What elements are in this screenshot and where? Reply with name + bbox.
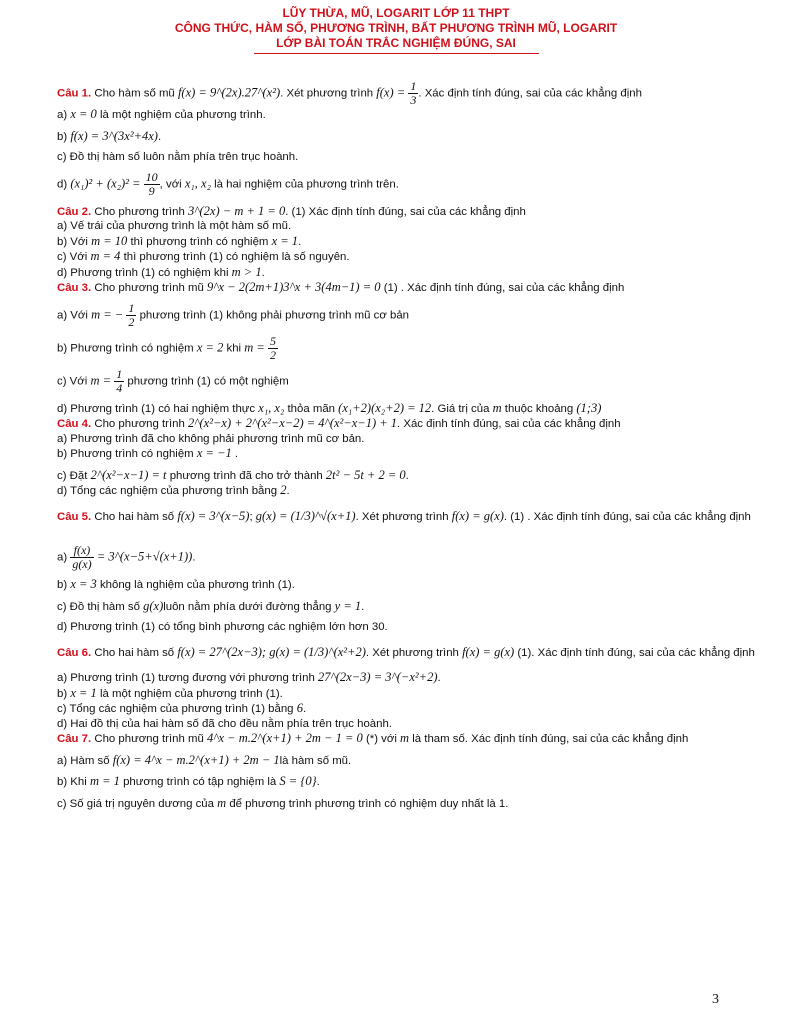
statement-d: d) Phương trình (1) có tổng bình phương các nghiệm lớn hơn 30. bbox=[57, 621, 388, 633]
question-4: Câu 4. Cho phương trình 2^(x²−x) + 2^(x²−x−2) = 4^(x²−x−1) + 1. Xác định tính đúng, sai của các khẳng định a) Phương trình đã cho không phải phương trình mũ cơ bản. b) Phương trình có nghiệm x = −1 . c) Đặt 2^(x²−x−1) = t phương trình đã cho trở thành 2t² − 5t + 2 = 0. d) Tổng các nghiệm của phương trình bằng 2. bbox=[57, 416, 723, 499]
statement-a: a) Với m = − $\frac{1}{2}$ phương trình (1) không phải phương trình mũ cơ bản bbox=[57, 300, 409, 329]
statement-c: c) Đặt 2^(x²−x−1) = t phương trình đã cho trở thành 2t² − 5t + 2 = 0. bbox=[57, 467, 409, 482]
statement-a: a) Phương trình đã cho không phải phương trình mũ cơ bản. bbox=[57, 432, 365, 445]
page-number: 3 bbox=[712, 992, 719, 1007]
fraction: $\frac{1}{2}$ bbox=[128, 300, 135, 329]
statement-b: b) Phương trình có nghiệm x = −1 . bbox=[57, 446, 239, 460]
math-expression: 9^x − 2(2m+1)3^x + 3(4m−1) = 0 bbox=[206, 280, 381, 294]
statement-c: c) Tổng các nghiệm của phương trình (1) bằng 6. bbox=[57, 701, 307, 715]
fraction-numerator: 1 bbox=[410, 79, 417, 93]
question-label: Câu 4. bbox=[57, 418, 92, 430]
statement-d: d) Tổng các nghiệm của phương trình bằng 2. bbox=[57, 483, 290, 497]
math-expression: f(x) = 9^(2x).27^(x²) bbox=[177, 85, 281, 100]
fraction bbox=[408, 80, 418, 107]
statement-b: b) Phương trình có nghiệm x = 2 khi m = $\frac{5}{2}$ bbox=[57, 333, 276, 362]
statement-d: d) (x₁)² + (x₂)² = $\frac{10}{9}$ , với x₁, x₂ là hai nghiệm của phương trình trên. bbox=[57, 169, 399, 198]
question-1 bbox=[57, 80, 723, 198]
question-label: Câu 3. bbox=[57, 282, 92, 294]
math-expression: f(x) = bbox=[376, 85, 406, 100]
question-list bbox=[57, 79, 755, 811]
question-5: Câu 5. Cho hai hàm số f(x) = 3^(x−5); g(x) = (1/3)^√(x+1). Xét phương trình f(x) = g(x). (1) . Xác định tính đúng, sai của các khẳng định a) $\frac{f(x)}{g(x)}$ = 3^(x−5+√(x+1)). b) x = 3 không là nghiệm của phương trình (1). c) Đồ thị hàm số g(x)luôn nằm phía dưới đường thẳng y = 1. d) Phương trình (1) có tổng bình phương các nghiệm lớn hơn 30. bbox=[57, 508, 751, 633]
statement-d: d) Phương trình (1) có hai nghiệm thực x₁, x₂ thỏa mãn (x₁+2)(x₂+2) = 12. Giá trị của m thuộc khoảng (1;3) bbox=[57, 400, 602, 415]
question-text: . Xác định tính đúng, sai của các khẳng định bbox=[418, 87, 642, 100]
statement-b: b) f(x) = 3^(3x²+4x). bbox=[57, 128, 162, 143]
header-title-3: LỚP BÀI TOÁN TRẮC NGHIỆM ĐÚNG, SAI bbox=[276, 36, 516, 50]
math-expression: x = 0 bbox=[70, 107, 97, 121]
math-expression: x₁, x₂ bbox=[184, 176, 211, 191]
question-7: Câu 7. Cho phương trình mũ 4^x − m.2^(x+1) + 2m − 1 = 0 (*) với m là tham số. Xác định tính đúng, sai của các khẳng định a) Hàm số f(x) = 4^x − m.2^(x+1) + 2m − 1là hàm số mũ. b) Khi m = 1 phương trình có tập nghiệm là S = {0}. c) Số giá trị nguyên dương của m để phương trình phương trình có nghiệm duy nhất là 1. bbox=[57, 731, 723, 811]
fraction: $\frac{5}{2}$ bbox=[270, 333, 276, 362]
statement-c: c) Số giá trị nguyên dương của m để phương trình phương trình có nghiệm duy nhất là 1. bbox=[57, 795, 509, 810]
statement-a: a) Phương trình (1) tương đương với phương trình 27^(2x−3) = 3^(−x²+2). bbox=[57, 670, 441, 684]
statement-c: c) Với m = 4 thì phương trình (1) có nghiệm là số nguyên. bbox=[57, 249, 350, 263]
document-header bbox=[0, 6, 792, 54]
header-rule bbox=[254, 53, 539, 54]
statement-b: b) x = 1 là một nghiệm của phương trình (1). bbox=[57, 685, 283, 700]
statement-d: d) Hai đồ thị của hai hàm số đã cho đều nằm phía trên trục hoành. bbox=[57, 717, 392, 730]
statement-d: d) Phương trình (1) có nghiệm khi m > 1. bbox=[57, 264, 265, 279]
statement-b: b) Với m = 10 thì phương trình có nghiệm x = 1. bbox=[57, 233, 302, 248]
math-expression: g(x) = (1/3)^√(x+1) bbox=[255, 508, 356, 523]
math-expression: f(x) = 27^(2x−3); g(x) = (1/3)^(x²+2) bbox=[177, 644, 366, 659]
question-text: Cho hàm số mũ bbox=[94, 87, 175, 100]
statement-a: a) Vế trái của phương trình là một hàm số mũ. bbox=[57, 220, 292, 232]
question-label: Câu 5. bbox=[57, 510, 92, 523]
math-expression: 4^x − m.2^(x+1) + 2m − 1 = 0 bbox=[206, 731, 363, 745]
question-label: Câu 7. bbox=[57, 733, 92, 745]
fraction: $\frac{10}{9}$ bbox=[145, 169, 158, 198]
header-title-1: LŨY THỪA, MŨ, LOGARIT LỚP 11 THPT bbox=[282, 6, 510, 20]
question-3: Câu 3. Cho phương trình mũ 9^x − 2(2m+1)3^x + 3(4m−1) = 0 (1) . Xác định tính đúng, sai của các khẳng định a) Với m = − $\frac{1}{2}$ phương trình (1) không phải phương trình mũ cơ bản b) Phương trình có nghiệm x = 2 khi m = $\frac{5}{2}$ c) Với m = $\frac{1}{4}$ phương trình (1) có một nghiệm d) Phương trình (1) có hai nghiệm thực x₁, x₂ thỏa mãn (x₁+2)(x₂+2) = 12. Giá trị của m thuộc khoảng (1;3) bbox=[57, 280, 723, 416]
statement-b: b) Khi m = 1 phương trình có tập nghiệm là S = {0}. bbox=[57, 774, 320, 788]
math-expression: 3^(2x) − m + 1 = 0 bbox=[187, 203, 286, 218]
statement-a: a) Hàm số f(x) = 4^x − m.2^(x+1) + 2m − 1là hàm số mũ. bbox=[57, 752, 352, 767]
statement-b: b) x = 3 không là nghiệm của phương trình (1). bbox=[57, 577, 295, 591]
question-2: Câu 2. Cho phương trình 3^(2x) − m + 1 = 0. (1) Xác định tính đúng, sai của các khẳng định a) Vế trái của phương trình là một hàm số mũ. b) Với m = 10 thì phương trình có nghiệm x = 1. c) Với m = 4 thì phương trình (1) có nghiệm là số nguyên. d) Phương trình (1) có nghiệm khi m > 1. bbox=[57, 204, 723, 281]
statement-a: a) $\frac{f(x)}{g(x)}$ = 3^(x−5+√(x+1)). bbox=[57, 543, 196, 571]
math-expression: f(x) = 3^(3x²+4x) bbox=[70, 128, 158, 143]
math-expression: f(x) = 3^(x−5) bbox=[177, 508, 250, 523]
fraction-denominator: 3 bbox=[410, 93, 417, 107]
question-label: Câu 1. bbox=[57, 87, 92, 100]
question-text: . Xét phương trình bbox=[280, 87, 374, 100]
header-title-2: CÔNG THỨC, HÀM SỐ, PHƯƠNG TRÌNH, BẤT PHƯƠNG TRÌNH MŨ, LOGARIT bbox=[174, 21, 618, 35]
statement-c: c) Đồ thị hàm số luôn nằm phía trên trục hoành. bbox=[57, 151, 299, 163]
question-label: Câu 6. bbox=[57, 646, 92, 659]
question-6: Câu 6. Cho hai hàm số f(x) = 27^(2x−3); g(x) = (1/3)^(x²+2). Xét phương trình f(x) = g(x) (1). Xác định tính đúng, sai của các khẳng định a) Phương trình (1) tương đương với phương trình 27^(2x−3) = 3^(−x²+2). b) x = 1 là một nghiệm của phương trình (1). c) Tổng các nghiệm của phương trình (1) bằng 6. d) Hai đồ thị của hai hàm số đã cho đều nằm phía trên trục hoành. bbox=[57, 644, 755, 730]
math-expression: (x₁)² + (x₂)² = bbox=[70, 176, 141, 191]
fraction: $\frac{1}{4}$ bbox=[116, 366, 123, 395]
fraction: $\frac{f(x)}{g(x)}$ bbox=[72, 543, 92, 571]
statement-c: c) Với m = $\frac{1}{4}$ phương trình (1) có một nghiệm bbox=[57, 366, 289, 395]
math-expression: 2^(x²−x) + 2^(x²−x−2) = 4^(x²−x−1) + 1 bbox=[187, 416, 398, 430]
statement-a: a) x = 0 là một nghiệm của phương trình. bbox=[57, 107, 266, 121]
statement-c: c) Đồ thị hàm số g(x)luôn nằm phía dưới đường thẳng y = 1. bbox=[57, 598, 365, 613]
question-label: Câu 2. bbox=[57, 205, 92, 218]
